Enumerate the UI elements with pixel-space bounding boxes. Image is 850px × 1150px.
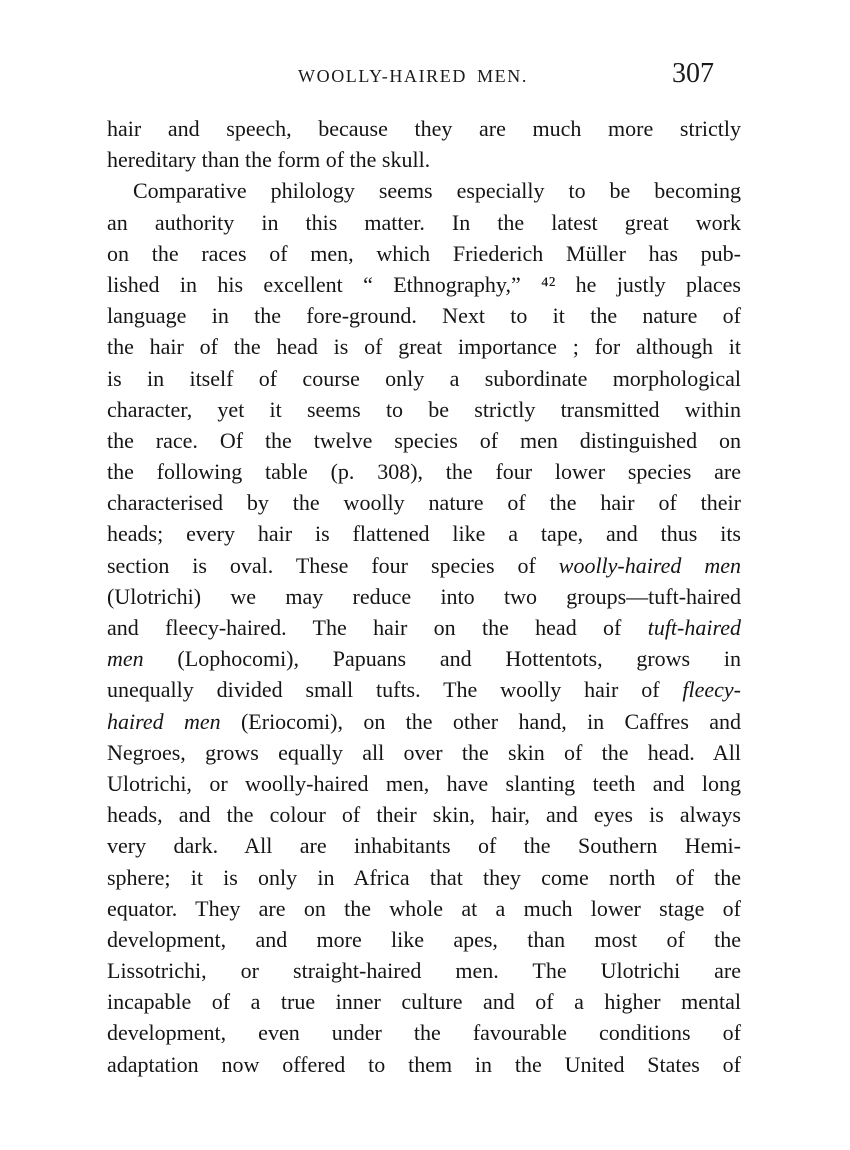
text-run: (Lophocomi), Papuans and Hottentots, grows in bbox=[143, 646, 741, 672]
text-line: is in itself of course only a subordinate morphological bbox=[107, 365, 741, 391]
text-line: hair and speech, because they are much more strictly bbox=[107, 116, 741, 141]
text-line bbox=[107, 706, 741, 737]
body-text bbox=[107, 113, 741, 1080]
text-run: (Eriocomi), on the other hand, in Caffres and bbox=[220, 708, 741, 734]
text-line: very dark. All are inhabitants of the Southern Hemi- bbox=[107, 833, 741, 859]
text-line: character, yet it seems to be strictly transmitted within bbox=[107, 396, 741, 422]
text-line: characterised by the woolly nature of the hair of their bbox=[107, 490, 741, 516]
text-line: development, and more like apes, than most of the bbox=[107, 926, 741, 952]
text-run: unequally divided small tufts. The woolly hair of bbox=[107, 677, 683, 703]
text-line: lished in his excellent “ Ethnography,” ⁴² he justly places bbox=[107, 271, 741, 297]
text-line: equator. They are on the whole at a much lower stage of bbox=[107, 895, 741, 921]
running-head bbox=[0, 58, 850, 92]
text-line: Comparative philology seems especially to be becoming bbox=[133, 178, 741, 204]
text-line bbox=[107, 612, 741, 643]
text-line: incapable of a true inner culture and of a higher mental bbox=[107, 989, 741, 1015]
text-line: Ulotrichi, or woolly-haired men, have slanting teeth and long bbox=[107, 770, 741, 796]
text-line bbox=[107, 674, 741, 705]
running-title: WOOLLY-HAIRED MEN. bbox=[298, 66, 528, 86]
text-line: an authority in this matter. In the latest great work bbox=[107, 209, 741, 235]
text-line bbox=[107, 643, 741, 674]
text-line: sphere; it is only in Africa that they come north of the bbox=[107, 864, 741, 890]
text-line: heads, and the colour of their skin, hair, and eyes is always bbox=[107, 802, 741, 828]
text-line: the race. Of the twelve species of men distinguished on bbox=[107, 427, 741, 453]
text-line: Lissotrichi, or straight-haired men. The Ulotrichi are bbox=[107, 958, 741, 984]
text-run: and fleecy-haired. The hair on the head of bbox=[107, 615, 648, 640]
text-line bbox=[107, 550, 741, 581]
italic-run: haired men bbox=[107, 708, 221, 734]
text-line: the following table (p. 308), the four lower species are bbox=[107, 459, 741, 485]
text-line: (Ulotrichi) we may reduce into two groups—tuft-haired bbox=[107, 583, 741, 609]
text-line: on the races of men, which Friederich Müller has pub- bbox=[107, 240, 741, 266]
text-line: language in the fore-ground. Next to it the nature of bbox=[107, 303, 741, 329]
text-line: the hair of the head is of great importance ; for although it bbox=[107, 334, 741, 360]
italic-run: men bbox=[107, 646, 144, 672]
text-line: Negroes, grows equally all over the skin of the head. All bbox=[107, 739, 741, 765]
italic-run: tuft-haired bbox=[647, 615, 741, 640]
text-line: heads; every hair is flattened like a tape, and thus its bbox=[107, 521, 741, 547]
italic-run: woolly-haired men bbox=[558, 552, 741, 578]
text-line: hereditary than the form of the skull. bbox=[107, 147, 431, 173]
text-line: adaptation now offered to them in the United States of bbox=[107, 1051, 741, 1077]
text-line: development, even under the favourable conditions of bbox=[107, 1020, 741, 1046]
italic-run: fleecy- bbox=[682, 677, 741, 703]
page-number: 307 bbox=[672, 58, 714, 89]
text-run: section is oval. These four species of bbox=[107, 552, 559, 578]
